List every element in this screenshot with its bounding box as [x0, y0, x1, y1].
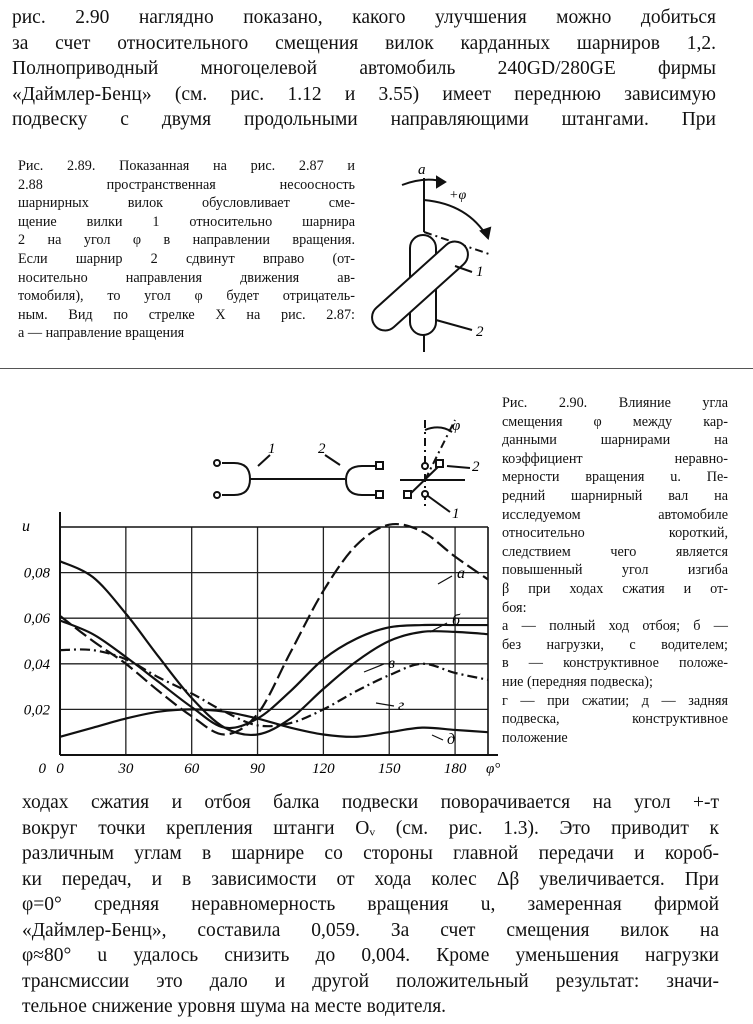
- y-axis-label: u: [22, 518, 30, 535]
- inset-label-s1: 1: [452, 506, 460, 522]
- label-2: 2: [476, 324, 484, 340]
- x-tick-label: 0: [56, 761, 64, 777]
- caption-line: Рис. 2.89. Показанная на рис. 2.87 и: [18, 158, 355, 174]
- text-line: за счет относительного смещения вилок карданных шарниров 1,2.: [12, 32, 716, 54]
- series-label-г: г: [398, 697, 405, 714]
- x-tick-label: 90: [250, 761, 266, 777]
- caption-line: исследуемом автомобиле: [502, 506, 728, 523]
- bottom-paragraph: [22, 790, 719, 1020]
- x-tick-label: 150: [377, 761, 401, 777]
- caption-line: 2 на угол φ в направлении вращения.: [18, 232, 355, 249]
- caption-line: шарнирных вилок обусловливает сме-: [18, 195, 355, 212]
- y-tick-label: 0,08: [23, 565, 50, 582]
- x-axis-label: φ°: [486, 761, 501, 777]
- caption-line: подвеска, конструктивное: [502, 711, 728, 728]
- caption-line: Если шарнир 2 сдвинут вправо (от-: [18, 250, 355, 267]
- caption-line: ние (передняя подвеска);: [502, 673, 653, 690]
- x-tick-label: 60: [184, 761, 200, 777]
- text-line: «Даймлер-Бенц» (см. рис. 1.12 и 3.55) имеет переднюю зависимую: [12, 83, 716, 105]
- caption-line: коэффициент неравно-: [502, 450, 728, 467]
- caption-line: носительно направления движения ав-: [18, 269, 355, 286]
- text-line: φ=0° средняя неравномерность вращения u, замеренная фирмой: [22, 894, 719, 915]
- caption-line: редний шарнирный вал на: [502, 487, 728, 504]
- caption-line: a — направление вращения: [18, 325, 185, 342]
- text-line: Полноприводный многоцелевой автомобиль 240GD/280GE фирмы: [12, 58, 716, 79]
- text-line: «Даймлер-Бенц», составила 0,059. За счет смещения вилок на: [22, 919, 719, 941]
- caption-line: смещения φ между кар-: [502, 413, 728, 430]
- caption-line: щение вилки 1 относительно шарнира: [18, 213, 355, 230]
- series-line-б: [60, 620, 488, 728]
- text-line: ки передач, и в зависимости от хода колес Δβ увеличивается. При: [22, 868, 719, 890]
- caption-line: положение: [502, 729, 568, 746]
- series-line-д: [60, 709, 488, 736]
- chart-series: [60, 524, 488, 737]
- x-tick-label: 30: [118, 761, 134, 777]
- label-phi: +φ: [449, 188, 467, 203]
- series-label-д: д: [447, 731, 456, 748]
- series-leader: [438, 576, 452, 584]
- text-line: тельное снижение уровня шума на месте водителя.: [22, 996, 447, 1017]
- caption-line: повышенный угол изгиба: [502, 562, 728, 579]
- caption-line: следствием чего является: [502, 543, 728, 560]
- y-tick-label: 0,02: [23, 702, 50, 719]
- label-1: 1: [476, 264, 484, 280]
- series-leader: [364, 664, 384, 672]
- series-leader: [376, 703, 394, 706]
- caption-line: ным. Вид по стрелке X на рис. 2.87:: [18, 306, 355, 323]
- caption-line: мерности вращения u. Пе-: [502, 469, 728, 486]
- label-a: a: [418, 162, 426, 178]
- caption-line: данными шарнирами на: [502, 432, 728, 449]
- caption-line: 2.88 пространственная несоосность: [18, 176, 355, 193]
- inset-label-2: 2: [318, 441, 326, 457]
- caption-line: Рис. 2.90. Влияние угла: [502, 395, 728, 411]
- text-line: вокруг точки крепления штанги Oᵥ (см. рис. 1.3). Это приводит к: [22, 817, 719, 839]
- caption-line: a — полный ход отбоя; б —: [502, 618, 728, 635]
- caption-line: относительно короткий,: [502, 525, 728, 542]
- y-tick-label: 0,06: [23, 611, 50, 628]
- y-zero-label: 0: [38, 761, 46, 777]
- text-line: различным углам в шарнире со стороны главной передачи и короб-: [22, 843, 719, 864]
- caption-line: боя:: [502, 599, 527, 616]
- x-tick-label: 180: [443, 761, 467, 777]
- chart-labels: [22, 518, 500, 777]
- caption-line: г — при сжатии; д — задняя: [502, 692, 728, 709]
- inset-label-s2: 2: [472, 459, 480, 475]
- text-line: трансмиссии это дало и другой положительный результат: значи-: [22, 970, 719, 992]
- x-tick-label: 120: [312, 761, 335, 777]
- series-leader: [432, 735, 443, 740]
- series-line-а: [60, 524, 488, 734]
- inset-label-phi: φ: [452, 418, 461, 434]
- caption-line: томобиля), то угол φ будет отрицатель-: [18, 288, 355, 305]
- caption-line: без нагрузки, с водителем;: [502, 636, 728, 653]
- text-line: подвеску с двумя продольными направляющими штангами. При: [12, 109, 716, 130]
- text-line: рис. 2.90 наглядно показано, какого улучшения можно добиться: [12, 7, 716, 28]
- caption-line: β при ходах сжатия и от-: [502, 580, 728, 597]
- chart-grid: [60, 527, 488, 755]
- text-line: ходах сжатия и отбоя балка подвески поворачивается на угол +-т: [22, 792, 719, 813]
- y-tick-label: 0,04: [23, 656, 50, 673]
- inset-label-1: 1: [268, 441, 276, 457]
- series-label-в: в: [388, 655, 395, 672]
- caption-line: в — конструктивное положе-: [502, 655, 728, 672]
- series-label-а: а: [457, 565, 465, 582]
- text-line: φ≈80° u удалось снизить до 0,004. Кроме уменьшения нагрузки: [22, 945, 719, 966]
- series-label-б: б: [452, 612, 461, 629]
